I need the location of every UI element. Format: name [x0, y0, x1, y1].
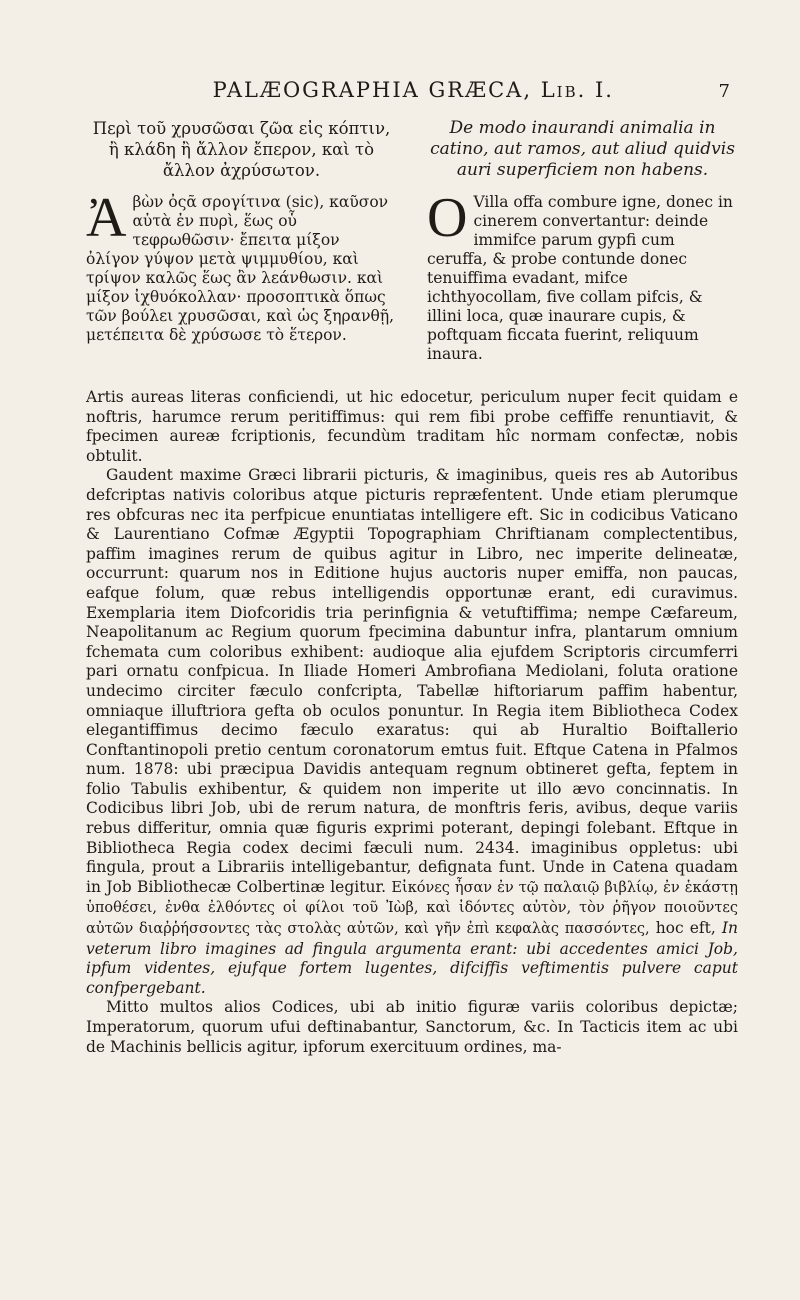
latin-recipe — [427, 187, 738, 364]
running-title: PALÆOGRAPHIA GRÆCA, Lib. I. — [212, 78, 614, 102]
parallel-columns — [86, 118, 738, 364]
running-head — [88, 78, 730, 102]
hoc-est: hoc eft, — [655, 919, 716, 938]
greek-dropcap: Ἀ — [86, 187, 127, 249]
page-number: 7 — [718, 81, 730, 102]
paragraph-mitto: Mitto multos alios Codices, ubi ab initio figuræ variis coloribus depictæ; Imperatorum, quorum ufui deftinabantur, Sanctorum, &c. In Tacticis item ac ubi de Machinis bellicis agitur, ipforum exercituum ordines, ma- — [86, 998, 738, 1056]
paragraph-gaudent — [86, 466, 738, 998]
body-text — [86, 388, 738, 1057]
latin-recipe-text: Villa offa combure igne, donec in cinerem convertantur: deinde immifce parum gypfi cum ceruffa, & probe contunde donec tenuiffima evadant, mifce ichthyocollam, five collam pifcis, & illini loca, quæ inaurare cupis, & poftquam ficcata fuerint, reliquum inaura. — [427, 193, 733, 363]
paragraph-artis: Artis aureas literas conficiendi, ut hic edocetur, periculum nuper fecit quidam e noftris, harumce rerum peritiffimus: qui rem fibi probe ceffiffe renuntiavit, & fpecimen aureæ fcriptionis, fecundùm traditam hîc normam confectæ, nobis obtulit. — [86, 388, 738, 465]
greek-recipe — [86, 187, 397, 345]
greek-column — [86, 118, 397, 364]
greek-heading: Περὶ τοῦ χρυσῶσαι ζῶα εἰς κόπτιν, ἢ κλάδη ἢ ἄλλον ἔπερον, καὶ τὸ ἄλλον ἀχρύσωτον. — [92, 119, 391, 180]
greek-recipe-text: βὼν ὀςᾶ σρογίτινα (sic), καῦσον αὐτὰ ἐν πυρὶ, ἕως οὗ τεφρωθῶσιν· ἔπειτα μίξον ὀλίγον γύψον μετὰ ψιμμυθίου, καὶ τρίψον καλῶς ἕως ἂν λεάνθωσιν. καὶ μίξον ἰχθυόκολλαν· προσοπτικὰ ὅπως τῶν βούλει χρυσῶσαι, καὶ ὡς ξηρανθῇ, μετέπειτα δὲ χρύσωσε τὸ ἕτερον. — [86, 193, 395, 344]
greek-quotation: Εἰκόνες ἦσαν ἐν τῷ παλαιῷ βιβλίῳ, ἐν ἑκάστῃ ὑποθέσει, ἐνθα ἐλθόντες οἱ φίλοι τοῦ Ἰὼβ, καὶ ἰδόντες αὐτὸν, τὸν ῥῆγον ποιοῦντες αὐτῶν διαῤῥήσσοντες τὰς στολὰς αὐτῶν, καὶ γῆν ἐπὶ κεφαλὰς πασσόντες, — [86, 879, 738, 938]
latin-column — [427, 118, 738, 364]
latin-heading: De modo inaurandi animalia in catino, aut ramos, aut aliud quidvis auri superficiem non habens. — [430, 118, 735, 180]
latin-dropcap: O — [427, 187, 468, 249]
paragraph-gaudent-text: Gaudent maxime Græci librarii picturis, & imaginibus, queis res ab Autoribus defcriptas nativis coloribus atque picturis repræfentent. Unde etiam plerumque res obfcuras nec ita perfpicue enuntiatas intelligere eft. Sic in codicibus Vaticano & Laurentiano Cofmæ Ægyptii Topographiam Chriftianam complectentibus, paffim imagines rerum de quibus agitur in Libro, nec imperite delineatæ, occurrunt: quarum nos in Editione hujus auctoris nuper emiffa, non paucas, eafque folum, quæ rebus intelligendis opportunæ erant, edi curavimus. Exemplaria item Diofcoridis tria perinfignia & vetuftiffima; nempe Cæfareum, Neapolitanum ac Regium quorum fpecimina dabuntur infra, plantarum omnium fchemata cum coloribus exhibent: audioque alia ejufdem Scriptoris circumferri pari ornatu confpicua. In Iliade Homeri Ambrofiana Mediolani, foluta oratione undecimo circiter fæculo confcripta, Tabellæ hiftoriarum paffim habentur, omniaque illuftriora gefta ob oculos ponuntur. In Regia item Bibliotheca Codex elegantiffimus decimo fæculo exaratus: qui ab Huraltio Boiftallerio Conftantinopoli pretio centum coronatorum emtus fuit. Eftque Catena in Pfalmos num. 1878: ubi præcipua Davidis antequam regnum obtineret gefta, feptem in folio Tabulis exhibentur, & quidem non imperite ut illo ævo concinnatis. In Codicibus libri Job, ubi de rerum natura, de monftris feris, avibus, deque variis rebus differitur, omnia quæ figuris exprimi poterant, depingi folebant. Eftque in Bibliotheca Regia codex decimi fæculi num. 2434. imaginibus oppletus: ubi fingula, prout a Librariis intelligebantur, defignata funt. Unde in Catena quadam in Job Bibliothecæ Colbertinæ legitur. — [86, 466, 738, 896]
latin-translation: In veterum libro imagines ad fingula argumenta erant: ubi accedentes amici Job, ipfum videntes, ejufque fortem lugentes, difciffis veftimentis pulvere caput confpergebant. — [86, 919, 738, 997]
